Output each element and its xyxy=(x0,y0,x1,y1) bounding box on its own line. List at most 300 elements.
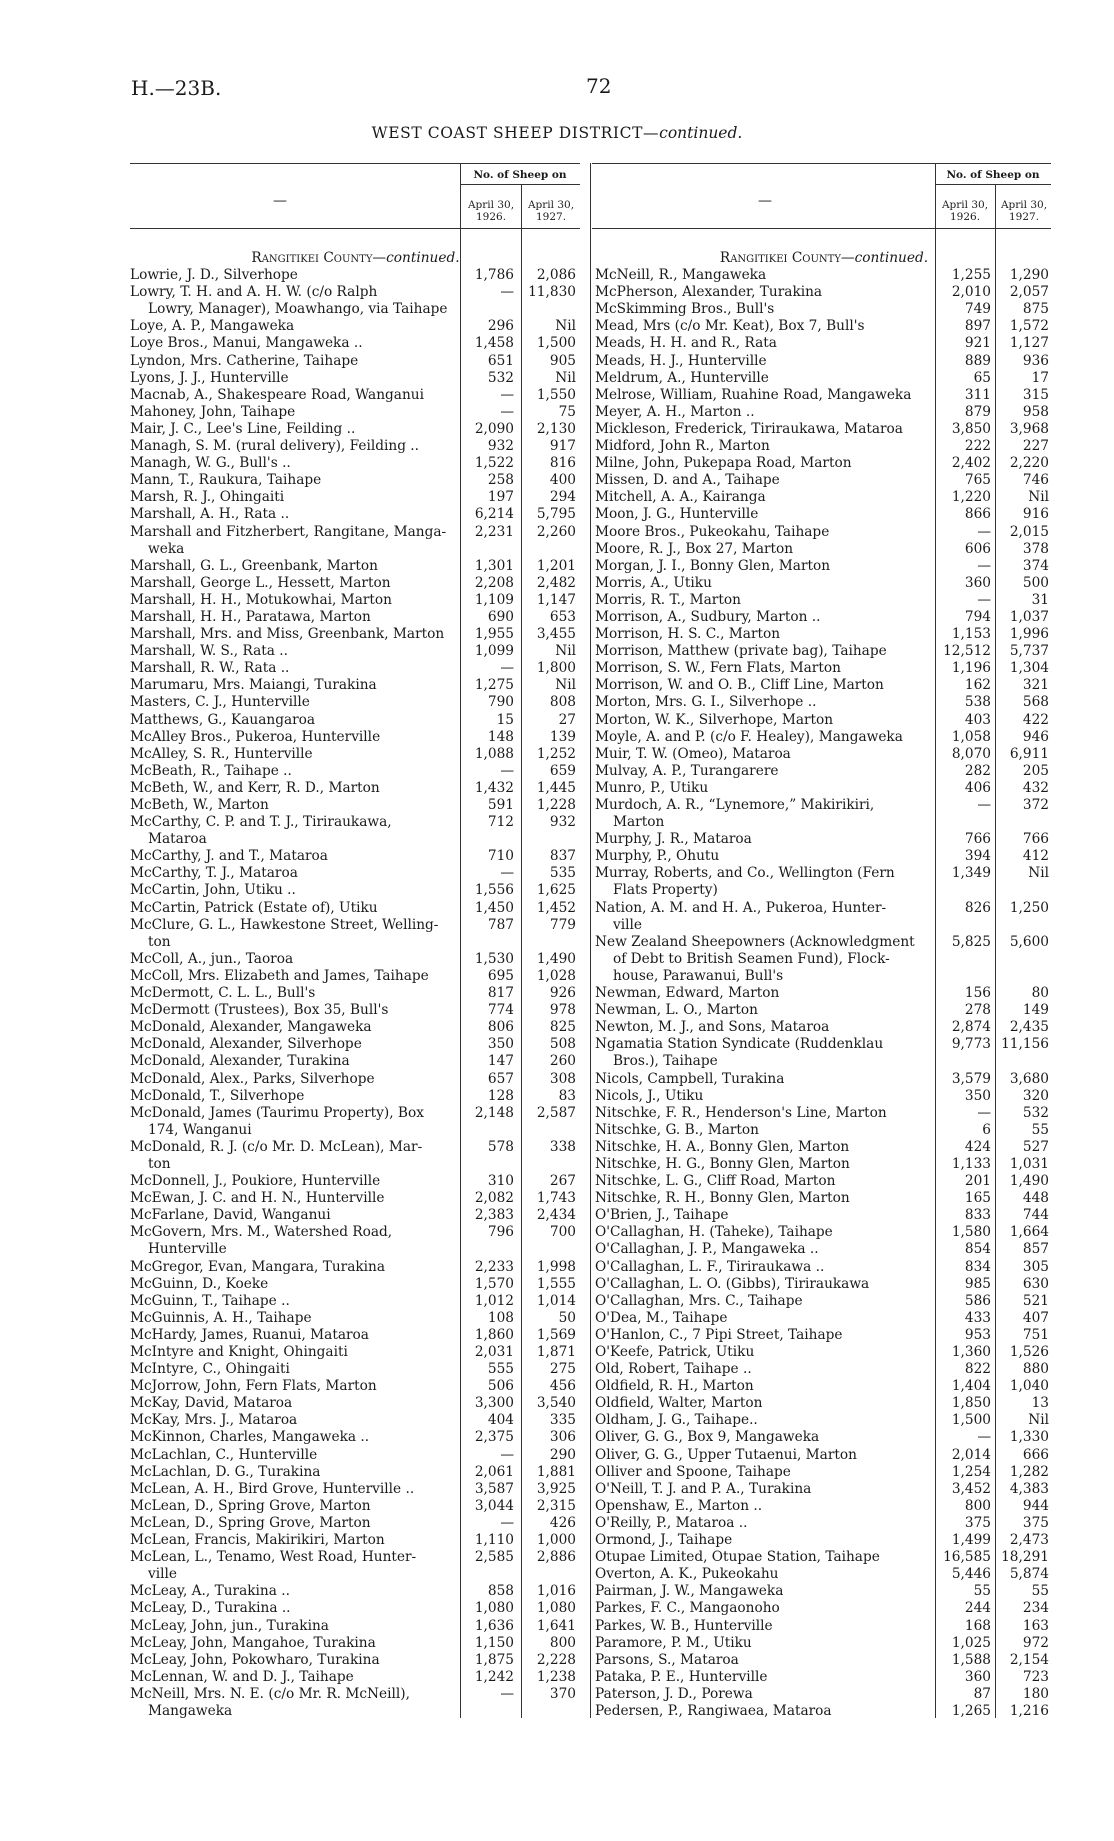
table-row xyxy=(130,438,581,455)
table-row xyxy=(595,1139,1053,1156)
sheep-1927: 1,871 xyxy=(536,1344,576,1360)
sheep-1926: 1,150 xyxy=(474,1634,514,1651)
table-row xyxy=(595,1207,1053,1224)
sheep-1926: 1,275 xyxy=(474,677,514,694)
table-row xyxy=(595,1344,1053,1361)
sheep-1927: 260 xyxy=(549,1053,576,1070)
table-row xyxy=(130,1481,581,1498)
owner-name: McDonnell, J., Poukiore, Hunterville xyxy=(130,1173,381,1190)
owner-name: 174, Wanganui xyxy=(148,1121,252,1138)
sheep-1927: 2,154 xyxy=(1009,1651,1049,1668)
sheep-1926: 2,031 xyxy=(474,1344,514,1360)
owner-name: McLean, Francis, Makirikiri, Marton xyxy=(130,1532,385,1549)
table-row xyxy=(595,1549,1053,1566)
sheep-1926: 278 xyxy=(964,1002,991,1019)
owner-name: Bros.), Taihape xyxy=(613,1053,718,1070)
table-row xyxy=(130,882,581,899)
right-group-header: No. of Sheep on xyxy=(946,169,1040,181)
sheep-1927: 205 xyxy=(1022,762,1049,779)
owner-name: Marumaru, Mrs. Maiangi, Turakina xyxy=(130,677,377,694)
owner-name: Marshall, G. L., Greenbank, Marton xyxy=(130,557,378,574)
owner-name: Mahoney, John, Taihape xyxy=(130,403,296,420)
sheep-1927: 1,490 xyxy=(536,950,576,967)
table-row xyxy=(595,1071,1053,1088)
owner-name: O'Callaghan, Mrs. C., Taihape xyxy=(595,1292,803,1309)
owner-name: O'Neill, T. J. and P. A., Turakina xyxy=(595,1480,812,1497)
sheep-1926: 8,070 xyxy=(951,745,991,762)
table-row xyxy=(130,1173,581,1190)
table-row xyxy=(595,524,1053,541)
owner-name: McLeay, John, Mangahoe, Turakina xyxy=(130,1634,376,1651)
owner-name: Moore Bros., Pukeokahu, Taihape xyxy=(595,523,830,540)
sheep-1927: 946 xyxy=(1022,728,1049,745)
sheep-1927: 1,127 xyxy=(1009,335,1049,352)
owner-name: Marshall, W. S., Rata .. xyxy=(130,643,288,660)
owner-name: Morrison, H. S. C., Marton xyxy=(595,626,781,643)
table-row xyxy=(595,284,1053,301)
table-row xyxy=(130,1686,581,1703)
table-row xyxy=(595,438,1053,455)
sheep-1927: 400 xyxy=(549,472,576,489)
page-number: 72 xyxy=(586,74,612,98)
sheep-1927: 1,037 xyxy=(1009,608,1049,625)
owner-name: Midford, John R., Marton xyxy=(595,438,770,455)
table-row xyxy=(595,1293,1053,1310)
owner-name: Marshall, R. W., Rata .. xyxy=(130,660,290,677)
sheep-1926: 12,512 xyxy=(943,643,991,660)
owner-name: Missen, D. and A., Taihape xyxy=(595,472,780,489)
sheep-1927: 2,220 xyxy=(1009,455,1049,472)
sheep-1927: 700 xyxy=(549,1224,576,1241)
owner-name: Nicols, J., Utiku xyxy=(595,1087,704,1104)
owner-name: McSkimming Bros., Bull's xyxy=(595,301,775,318)
sheep-1927: 1,238 xyxy=(536,1668,576,1685)
sheep-1927: 55 xyxy=(1031,1583,1049,1600)
sheep-1926: 1,109 xyxy=(474,591,514,608)
sheep-1927: 1,800 xyxy=(536,660,576,677)
owner-name: McEwan, J. C. and H. N., Hunterville xyxy=(130,1190,385,1207)
sheep-1926: 858 xyxy=(487,1583,514,1600)
sheep-1927: 4,383 xyxy=(1009,1480,1049,1497)
sheep-1926: 87 xyxy=(973,1685,991,1702)
sheep-1926: 168 xyxy=(964,1617,991,1634)
table-row xyxy=(595,421,1053,438)
page-title-main: WEST COAST SHEEP DISTRICT— xyxy=(371,124,660,142)
sheep-1927: 1,330 xyxy=(1009,1429,1049,1446)
sheep-1927: 500 xyxy=(1022,574,1049,591)
owner-name: Murray, Roberts, and Co., Wellington (Fern xyxy=(595,865,895,882)
left-section-heading xyxy=(130,250,581,267)
table-row xyxy=(130,643,581,660)
left-column xyxy=(130,250,581,1720)
owner-name: Morris, R. T., Marton xyxy=(595,591,741,608)
owner-name: Morrison, A., Sudbury, Marton .. xyxy=(595,608,821,625)
owner-name: Meads, H. J., Hunterville xyxy=(595,352,767,369)
sheep-1926: 591 xyxy=(487,797,514,813)
sheep-1926: 1,500 xyxy=(951,1412,991,1429)
table-row xyxy=(595,951,1053,968)
table-row xyxy=(130,318,581,335)
table-row xyxy=(595,848,1053,865)
sheep-1926: 394 xyxy=(964,848,991,865)
sheep-1927: 1,664 xyxy=(1009,1224,1049,1241)
table-row xyxy=(130,1207,581,1224)
sheep-1926: 1,265 xyxy=(951,1702,991,1719)
sheep-1927: 1,500 xyxy=(536,335,576,352)
sheep-1927: 1,016 xyxy=(536,1583,576,1600)
table-row xyxy=(130,985,581,1002)
sheep-1926: 360 xyxy=(964,574,991,591)
owner-name: Nitschke, H. A., Bonny Glen, Marton xyxy=(595,1138,850,1155)
owner-name: Pairman, J. W., Mangaweka xyxy=(595,1583,784,1600)
sheep-1926: 817 xyxy=(487,985,514,1002)
owner-name: McCartin, Patrick (Estate of), Utiku xyxy=(130,899,378,916)
table-row xyxy=(595,643,1053,660)
owner-name: O'Hanlon, C., 7 Pipi Street, Taihape xyxy=(595,1326,843,1343)
owner-name: Morrison, S. W., Fern Flats, Marton xyxy=(595,660,841,677)
sheep-1927: 653 xyxy=(549,608,576,625)
sheep-1927: 227 xyxy=(1022,438,1049,455)
sheep-1927: 2,886 xyxy=(536,1549,576,1566)
sheep-1926: 55 xyxy=(973,1583,991,1600)
table-row xyxy=(595,1361,1053,1378)
sheep-1927: 306 xyxy=(549,1429,576,1446)
owner-name: O'Callaghan, L. F., Tiriraukawa .. xyxy=(595,1258,825,1275)
owner-name: Managh, W. G., Bull's .. xyxy=(130,455,291,472)
owner-name: ton xyxy=(148,1155,171,1172)
sheep-1926: 806 xyxy=(487,1019,514,1036)
sheep-1927: 1,228 xyxy=(536,797,576,813)
sheep-1926: 3,850 xyxy=(951,420,991,437)
table-row xyxy=(130,694,581,711)
table-row xyxy=(595,1259,1053,1276)
owner-name: Murphy, J. R., Mataroa xyxy=(595,831,752,848)
table-row xyxy=(130,1241,581,1258)
owner-name: Moon, J. G., Hunterville xyxy=(595,506,759,523)
owner-name: Matthews, G., Kauangaroa xyxy=(130,711,316,728)
sheep-1926: 1,570 xyxy=(474,1275,514,1292)
table-row xyxy=(595,318,1053,335)
sheep-1926: 147 xyxy=(487,1053,514,1070)
sheep-1927: 163 xyxy=(1022,1617,1049,1634)
sheep-1926: 311 xyxy=(964,386,991,403)
owner-name: ville xyxy=(148,1566,177,1583)
owner-name: Nitschke, G. B., Marton xyxy=(595,1121,759,1138)
sheep-1926: 1,301 xyxy=(474,557,514,574)
table-row xyxy=(130,1361,581,1378)
sheep-1926: 1,196 xyxy=(951,660,991,677)
owner-name: Munro, P., Utiku xyxy=(595,779,709,796)
sheep-1926: 201 xyxy=(964,1173,991,1190)
owner-name: Nitschke, F. R., Henderson's Line, Marton xyxy=(595,1104,887,1121)
owner-name: Macnab, A., Shakespeare Road, Wanganui xyxy=(130,386,424,403)
sheep-1926: 1,955 xyxy=(474,626,514,643)
sheep-1927: 630 xyxy=(1022,1275,1049,1292)
table-row xyxy=(595,1583,1053,1600)
table-row xyxy=(595,934,1053,951)
table-row xyxy=(595,1036,1053,1053)
sheep-1927: 2,482 xyxy=(536,574,576,591)
owner-name: McDonald, Alexander, Mangaweka xyxy=(130,1019,372,1036)
sheep-1926: 148 xyxy=(487,728,514,745)
sheep-1926: 532 xyxy=(487,369,514,386)
table-row xyxy=(130,1395,581,1412)
sheep-1927: 75 xyxy=(558,403,576,420)
right-name-column-header: — xyxy=(758,193,772,209)
table-row xyxy=(595,541,1053,558)
sheep-1926: 1,360 xyxy=(951,1344,991,1360)
table-row xyxy=(130,729,581,746)
table-row xyxy=(130,797,581,814)
sheep-1926: — xyxy=(500,865,514,882)
owner-name: Mataroa xyxy=(148,831,207,848)
table-row xyxy=(130,1498,581,1515)
sheep-1926: 506 xyxy=(487,1378,514,1395)
owner-name: McLean, D., Spring Grove, Marton xyxy=(130,1514,371,1531)
sheep-1926: 3,579 xyxy=(951,1070,991,1087)
owner-name: McClure, G. L., Hawkestone Street, Welling- xyxy=(130,916,439,933)
owner-name: Morris, A., Utiku xyxy=(595,574,712,591)
sheep-1927: 3,925 xyxy=(536,1480,576,1497)
table-row xyxy=(595,1566,1053,1583)
table-row xyxy=(595,1618,1053,1635)
table-row xyxy=(130,1532,581,1549)
sheep-1927: 659 xyxy=(549,762,576,779)
sheep-1926: 833 xyxy=(964,1207,991,1224)
sheep-1927: 1,555 xyxy=(536,1275,576,1292)
sheep-1926: 1,058 xyxy=(951,728,991,745)
table-row xyxy=(595,1002,1053,1019)
table-row xyxy=(595,1088,1053,1105)
sheep-1927: 2,057 xyxy=(1009,284,1049,301)
sheep-1927: 3,680 xyxy=(1009,1070,1049,1087)
table-row xyxy=(595,917,1053,934)
sheep-1926: 128 xyxy=(487,1087,514,1104)
sheep-1927: 2,228 xyxy=(536,1651,576,1668)
sheep-1926: 1,220 xyxy=(951,489,991,506)
sheep-1926: 1,404 xyxy=(951,1378,991,1395)
sheep-1927: 521 xyxy=(1022,1292,1049,1309)
sheep-1927: 80 xyxy=(1031,985,1049,1002)
table-row xyxy=(130,1703,581,1720)
document-reference: H.—23B. xyxy=(131,76,222,100)
owner-name: Mann, T., Raukura, Taihape xyxy=(130,472,322,489)
table-row xyxy=(130,763,581,780)
sheep-1927: 50 xyxy=(558,1309,576,1326)
sheep-1926: 606 xyxy=(964,540,991,557)
owner-name: Oliver, G. G., Upper Tutaenui, Marton xyxy=(595,1446,857,1463)
sheep-1927: 766 xyxy=(1022,831,1049,848)
owner-name: Newman, L. O., Marton xyxy=(595,1002,758,1019)
owner-name: Murphy, P., Ohutu xyxy=(595,848,720,865)
sheep-1926: 165 xyxy=(964,1190,991,1207)
sheep-1927: Nil xyxy=(1028,489,1049,506)
sheep-1927: 234 xyxy=(1022,1600,1049,1617)
sheep-1927: 432 xyxy=(1022,779,1049,796)
owner-name: Muir, T. W. (Omeo), Mataroa xyxy=(595,745,791,762)
table-row xyxy=(130,1464,581,1481)
table-row xyxy=(130,1344,581,1361)
owner-name: McLeay, John, jun., Turakina xyxy=(130,1617,329,1634)
owner-name: Mitchell, A. A., Kairanga xyxy=(595,489,766,506)
sheep-1927: 378 xyxy=(1022,540,1049,557)
table-row xyxy=(130,1618,581,1635)
sheep-1926: 1,530 xyxy=(474,950,514,967)
sheep-1926: 555 xyxy=(487,1361,514,1378)
sheep-1927: 1,490 xyxy=(1009,1173,1049,1190)
owner-name: McDonald, Alexander, Silverhope xyxy=(130,1036,362,1053)
sheep-1926: 282 xyxy=(964,762,991,779)
sheep-1926: 854 xyxy=(964,1241,991,1258)
table-row xyxy=(130,1293,581,1310)
owner-name: McBeth, W., Marton xyxy=(130,797,269,813)
sheep-1926: 1,349 xyxy=(951,865,991,882)
table-row xyxy=(130,267,581,284)
sheep-1926: 2,010 xyxy=(951,284,991,301)
owner-name: McDonald, Alex., Parks, Silverhope xyxy=(130,1070,375,1087)
owner-name: McGregor, Evan, Mangara, Turakina xyxy=(130,1258,386,1275)
sheep-1926: — xyxy=(977,797,991,813)
table-row xyxy=(130,1139,581,1156)
sheep-1927: 294 xyxy=(549,489,576,506)
sheep-1926: — xyxy=(500,762,514,779)
sheep-1927: 917 xyxy=(549,438,576,455)
owner-name: McLean, L., Tenamo, West Road, Hunter- xyxy=(130,1549,417,1566)
sheep-1927: 2,315 xyxy=(536,1497,576,1514)
sheep-1926: 712 xyxy=(487,814,514,831)
owner-name: Lowry, T. H. and A. H. W. (c/o Ralph xyxy=(130,284,378,301)
sheep-1926: 2,375 xyxy=(474,1429,514,1446)
sheep-1926: 1,860 xyxy=(474,1326,514,1343)
sheep-1926: 1,786 xyxy=(474,267,514,284)
sheep-1926: 1,636 xyxy=(474,1617,514,1634)
page-title-continued: continued. xyxy=(659,124,743,142)
table-row xyxy=(595,1498,1053,1515)
sheep-1927: 308 xyxy=(549,1070,576,1087)
sheep-1927: 6,911 xyxy=(1009,745,1049,762)
sheep-1926: 586 xyxy=(964,1292,991,1309)
owner-name: Mead, Mrs (c/o Mr. Keat), Box 7, Bull's xyxy=(595,318,865,335)
sheep-1927: 3,540 xyxy=(536,1395,576,1412)
sheep-1926: 1,522 xyxy=(474,455,514,472)
sheep-1927: 5,600 xyxy=(1009,933,1049,950)
sheep-1927: 916 xyxy=(1022,506,1049,523)
sheep-1927: 31 xyxy=(1031,591,1049,608)
owner-name: O'Keefe, Patrick, Utiku xyxy=(595,1344,755,1360)
owner-name: Morrison, Matthew (private bag), Taihape xyxy=(595,643,887,660)
owner-name: Mickleson, Frederick, Tiriraukawa, Mataroa xyxy=(595,420,903,437)
sheep-1926: 65 xyxy=(973,369,991,386)
table-row xyxy=(130,353,581,370)
sheep-1926: 404 xyxy=(487,1412,514,1429)
table-row xyxy=(595,558,1053,575)
sheep-1927: 1,445 xyxy=(536,779,576,796)
sheep-1927: 1,641 xyxy=(536,1617,576,1634)
owner-name: Pataka, P. E., Hunterville xyxy=(595,1668,768,1685)
table-row xyxy=(130,1190,581,1207)
owner-name: McDonald, James (Taurimu Property), Box xyxy=(130,1104,424,1121)
right-section-label: Rangitikei County— xyxy=(719,250,855,266)
table-row xyxy=(130,1036,581,1053)
right-section-heading xyxy=(595,250,1053,267)
header-group-rule-left xyxy=(460,184,580,185)
owner-name: McDermott, C. L. L., Bull's xyxy=(130,985,316,1002)
owner-name: weka xyxy=(148,540,185,557)
sheep-1926: — xyxy=(500,1514,514,1531)
table-row xyxy=(595,335,1053,352)
table-row xyxy=(130,1002,581,1019)
table-row xyxy=(595,694,1053,711)
sheep-1927: 335 xyxy=(549,1412,576,1429)
table-row xyxy=(595,1395,1053,1412)
table-row xyxy=(595,1019,1053,1036)
owner-name: McGovern, Mrs. M., Watershed Road, xyxy=(130,1224,393,1241)
table-row xyxy=(595,1481,1053,1498)
table-row xyxy=(595,797,1053,814)
owner-name: O'Brien, J., Taihape xyxy=(595,1207,729,1224)
table-row xyxy=(595,267,1053,284)
owner-name: McFarlane, David, Wanganui xyxy=(130,1207,331,1224)
sheep-1927: 5,874 xyxy=(1009,1566,1049,1583)
sheep-1926: 953 xyxy=(964,1326,991,1343)
sheep-1927: 1,282 xyxy=(1009,1463,1049,1480)
sheep-1926: — xyxy=(977,557,991,574)
sheep-1927: 320 xyxy=(1022,1087,1049,1104)
table-row xyxy=(595,1173,1053,1190)
owner-name: Managh, S. M. (rural delivery), Feilding .. xyxy=(130,438,420,455)
left-col1-header: April 30, 1926. xyxy=(467,199,515,223)
sheep-1927: 1,028 xyxy=(536,967,576,984)
sheep-1926: 16,585 xyxy=(943,1549,991,1566)
owner-name: O'Reilly, P., Mataroa .. xyxy=(595,1514,748,1531)
owner-name: Old, Robert, Taihape .. xyxy=(595,1361,752,1378)
table-row xyxy=(595,1429,1053,1446)
owner-name: Overton, A. K., Pukeokahu xyxy=(595,1566,779,1583)
owner-name: Ngamatia Station Syndicate (Ruddenklau xyxy=(595,1036,884,1053)
table-row xyxy=(130,934,581,951)
sheep-1926: — xyxy=(500,284,514,301)
center-divider xyxy=(590,163,591,1718)
table-row xyxy=(595,1515,1053,1532)
sheep-1927: 880 xyxy=(1022,1361,1049,1378)
table-row xyxy=(595,626,1053,643)
sheep-1927: 2,473 xyxy=(1009,1532,1049,1549)
owner-name: Marshall, Mrs. and Miss, Greenbank, Marton xyxy=(130,626,445,643)
owner-name: ville xyxy=(613,916,642,933)
table-row xyxy=(130,951,581,968)
owner-name: Moore, R. J., Box 27, Marton xyxy=(595,540,794,557)
sheep-1926: 826 xyxy=(964,899,991,916)
owner-name: Otupae Limited, Otupae Station, Taihape xyxy=(595,1549,880,1566)
owner-name: Lyndon, Mrs. Catherine, Taihape xyxy=(130,352,359,369)
sheep-1926: 932 xyxy=(487,438,514,455)
table-row xyxy=(130,370,581,387)
table-row xyxy=(595,387,1053,404)
sheep-1926: 1,556 xyxy=(474,882,514,899)
owner-name: McDonald, Alexander, Turakina xyxy=(130,1053,350,1070)
sheep-1927: 448 xyxy=(1022,1190,1049,1207)
sheep-1926: 657 xyxy=(487,1070,514,1087)
sheep-1927: 2,260 xyxy=(536,523,576,540)
owner-name: McGuinn, T., Taihape .. xyxy=(130,1292,290,1309)
table-row xyxy=(130,1053,581,1070)
sheep-1926: 424 xyxy=(964,1138,991,1155)
sheep-1926: 787 xyxy=(487,916,514,933)
table-row xyxy=(130,1259,581,1276)
sheep-1926: 1,080 xyxy=(474,1600,514,1617)
sheep-1926: 695 xyxy=(487,967,514,984)
owner-name: Nation, A. M. and H. A., Pukeroa, Hunter- xyxy=(595,899,887,916)
